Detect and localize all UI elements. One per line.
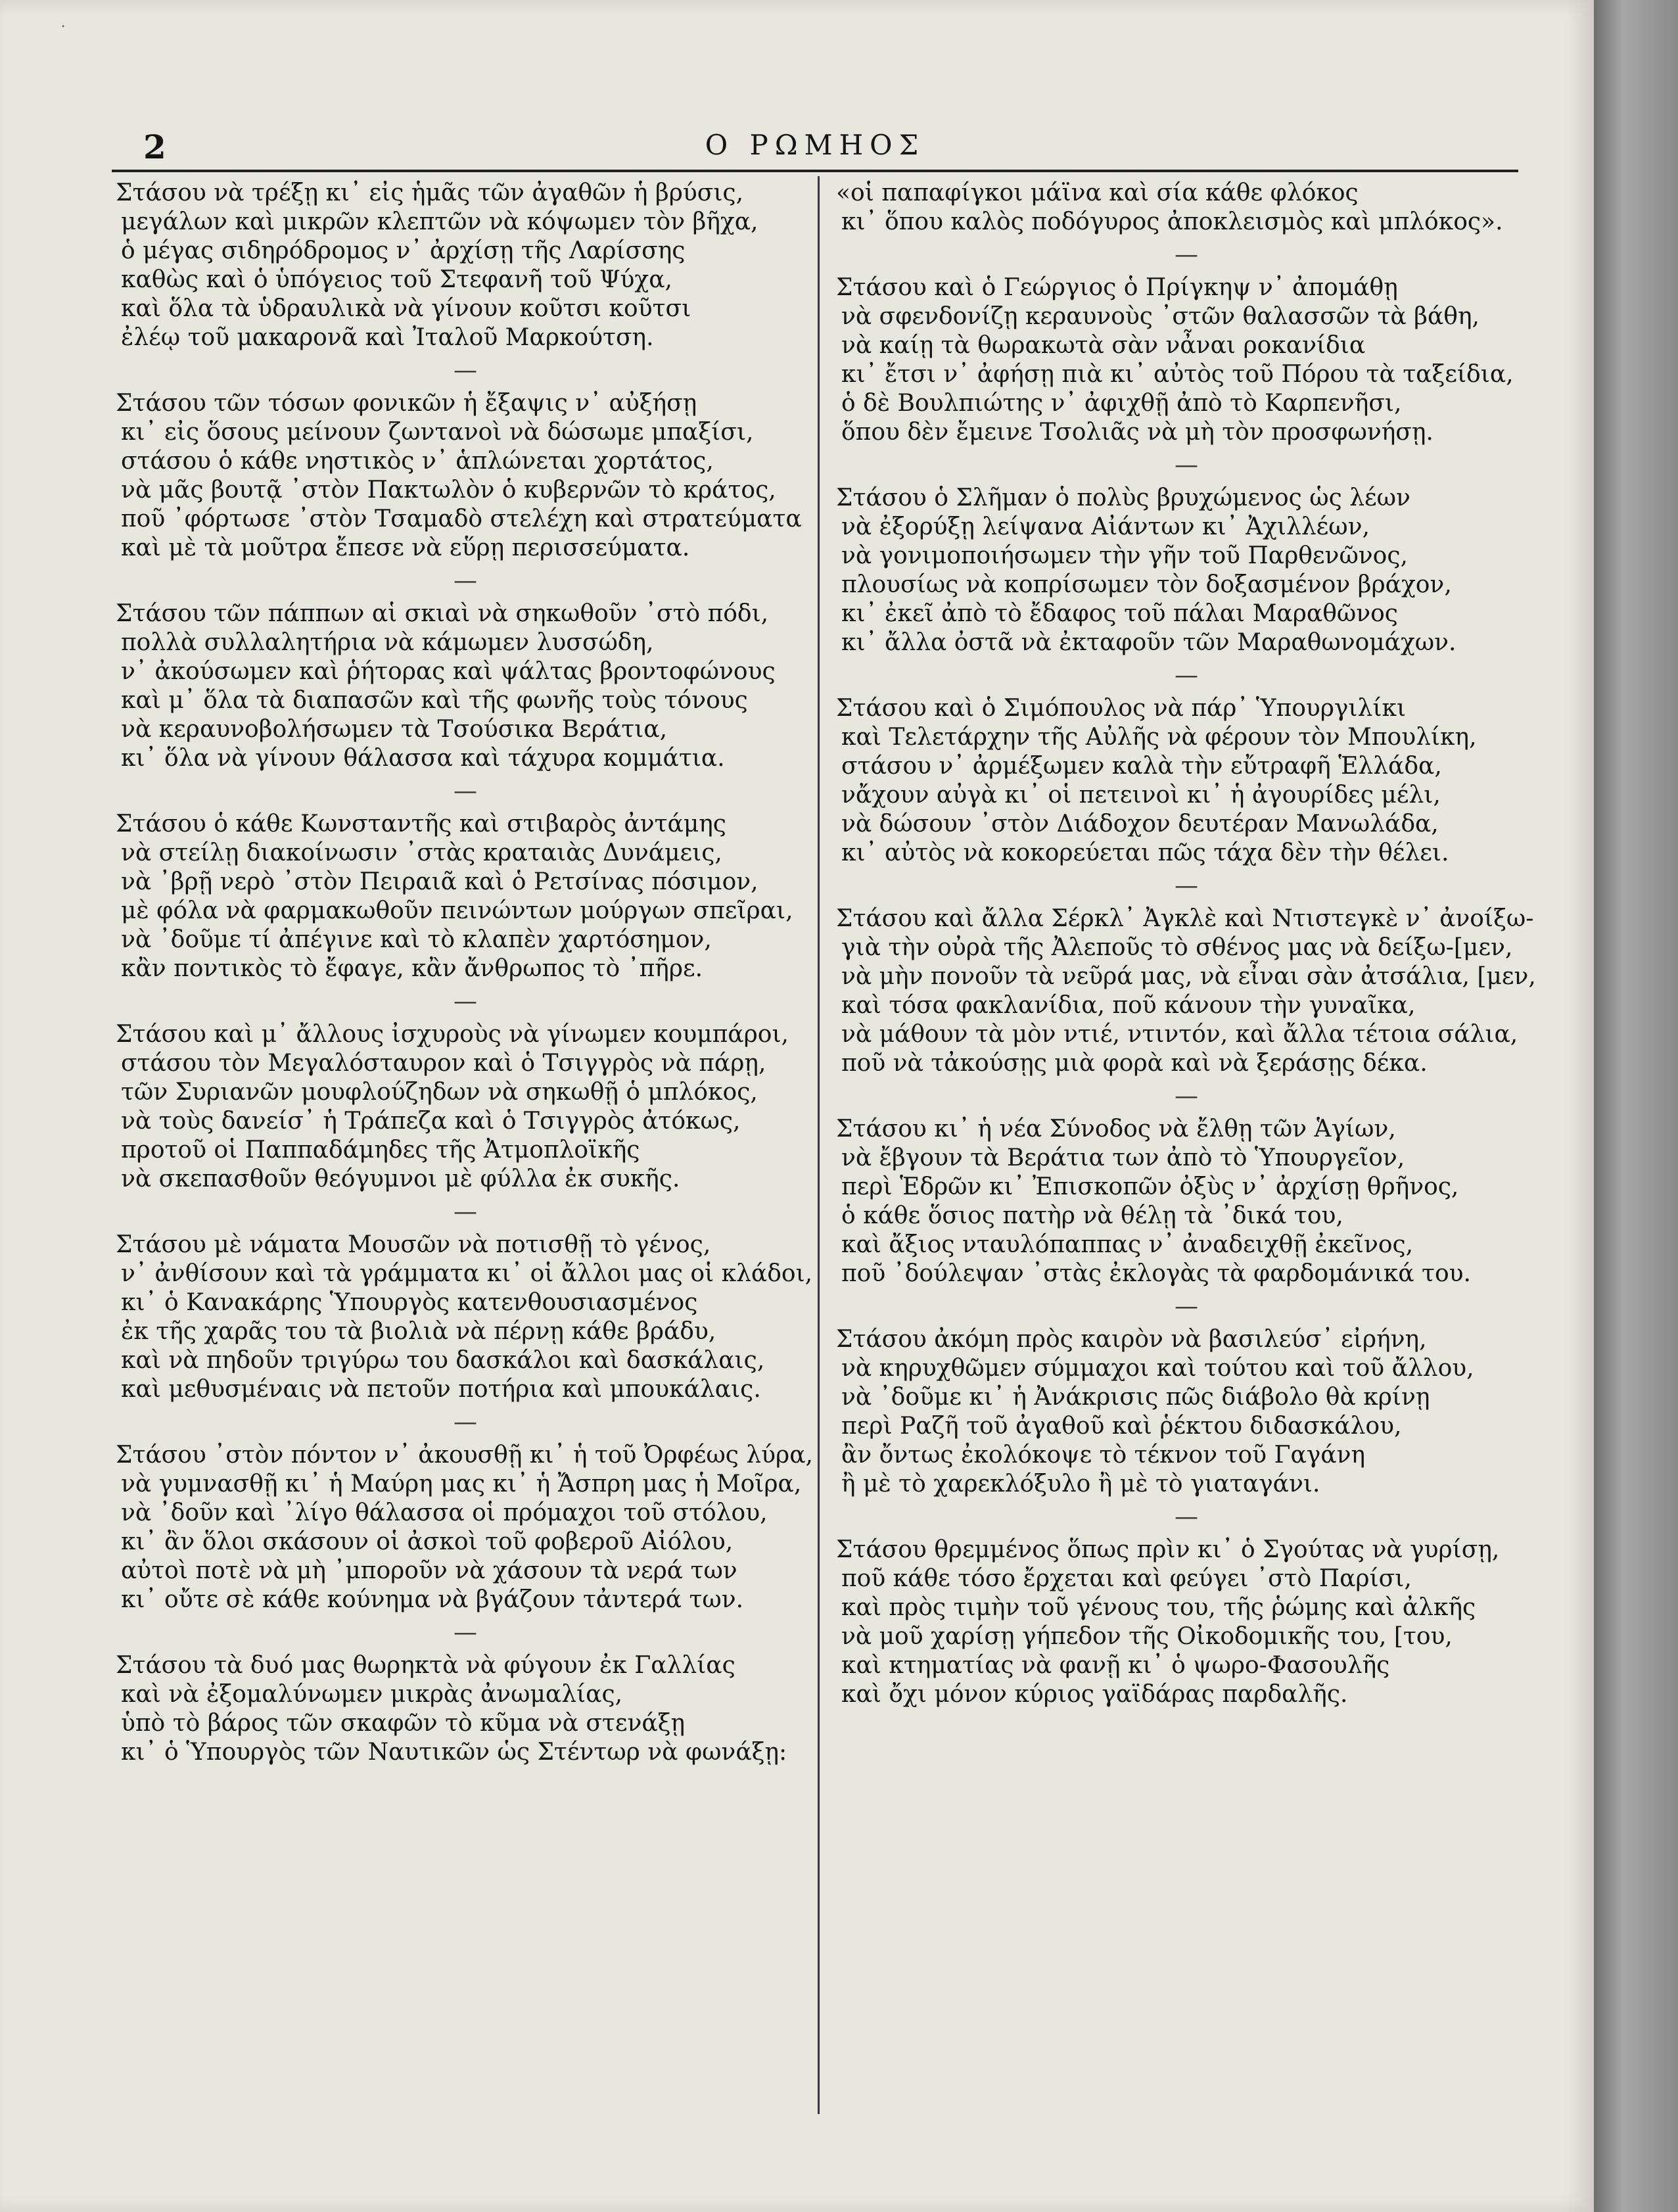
poem-line: ὁ μέγας σιδηρόδρομος ν᾽ ἀρχίσῃ τῆς Λαρίσσης (121, 237, 686, 264)
poem-line: νὰ ᾽βρῇ νερὸ ᾽στὸν Πειραιᾶ καὶ ὁ Ρετσίνας πόσιμον, (121, 868, 758, 895)
poem-line: ὑπὸ τὸ βάρος τῶν σκαφῶν τὸ κῦμα νὰ στενάξῃ (121, 1710, 686, 1737)
stanza (836, 484, 1537, 657)
poem-line: καὶ κτηματίας νὰ φανῇ κι᾽ ὁ ψωρο-Φασουλῆς (841, 1652, 1390, 1679)
stanza-separator: — (1175, 872, 1198, 899)
poem-line: στάσου ν᾽ ἀρμέξωμεν καλὰ τὴν εὔτραφῆ Ἑλλάδα, (841, 753, 1442, 780)
left-column (116, 179, 815, 1793)
poem-line: κι᾽ ἔτσι ν᾽ ἀφήσῃ πιὰ κι᾽ αὐτὸς τοῦ Πόρου τὰ ταξείδια, (841, 361, 1514, 388)
poem-line: κι᾽ εἰς ὅσους μείνουν ζωντανοὶ νὰ δώσωμε μπαξίσι, (121, 419, 754, 446)
poem-line: ποῦ ᾽δούλεψαν ᾽στὰς ἐκλογὰς τὰ φαρδομάνικά του. (841, 1260, 1471, 1287)
stanza (116, 600, 815, 773)
poem-line: πλουσίως νὰ κοπρίσωμεν τὸν δοξασμένον βράχον, (841, 571, 1452, 598)
poem-line: ἐκ τῆς χαρᾶς του τὰ βιολιὰ νὰ πέρνῃ κάθε βράδυ, (121, 1318, 716, 1345)
poem-line: αὐτοὶ ποτὲ νὰ μὴ ᾽μποροῦν νὰ χάσουν τὰ νερά των (121, 1557, 737, 1584)
poem-line: νὰ μᾶς βουτᾷ ᾽στὸν Πακτωλὸν ὁ κυβερνῶν τὸ κράτος, (121, 477, 776, 504)
page-header (112, 125, 1518, 172)
poem-line: κι᾽ ἂν ὅλοι σκάσουν οἱ ἀσκοὶ τοῦ φοβεροῦ Αἰόλου, (121, 1528, 734, 1555)
poem-line: καὶ μ᾽ ὅλα τὰ διαπασῶν καὶ τῆς φωνῆς τοὺς τόνους (121, 687, 748, 714)
poem-line: ν᾽ ἀνθίσουν καὶ τὰ γράμματα κι᾽ οἱ ἄλλοι μας οἱ κλάδοι, (121, 1260, 813, 1287)
stanza (836, 1115, 1537, 1288)
stanza (836, 1536, 1537, 1709)
stanza (116, 810, 815, 983)
page-edge-shadow (1594, 0, 1678, 2212)
poem-line: νἄχουν αὐγὰ κι᾽ οἱ πετεινοὶ κι᾽ ἡ ἀγουρίδες μέλι, (841, 782, 1441, 809)
poem-line: ν᾽ ἀκούσωμεν καὶ ῥήτορας καὶ ψάλτας βροντοφώνους (121, 658, 776, 685)
poem-line: νὰ σκεπασθοῦν θεόγυμνοι μὲ φύλλα ἐκ συκῆς. (121, 1165, 680, 1192)
poem-line: καὶ μὲ τὰ μοῦτρα ἔπεσε νὰ εὕρῃ περισσεύματα. (121, 534, 690, 561)
poem-line: ἐλέῳ τοῦ μακαρονᾶ καὶ Ἰταλοῦ Μαρκούτση. (121, 324, 654, 351)
poem-line: νὰ μάθουν τὰ μὸν ντιέ, ντιντόν, καὶ ἄλλα τέτοια σάλια, (841, 1021, 1518, 1048)
stanza (116, 1020, 815, 1194)
stanza (836, 694, 1537, 868)
poem-line: ποῦ νὰ τἀκούσῃς μιὰ φορὰ καὶ νὰ ξεράσῃς δέκα. (841, 1050, 1428, 1077)
poem-line: Στάσου νὰ τρέξῃ κι᾽ εἰς ἡμᾶς τῶν ἀγαθῶν ἡ βρύσις, (116, 179, 744, 206)
poem-line: περὶ Ἑδρῶν κι᾽ Ἐπισκοπῶν ὀξὺς ν᾽ ἀρχίσῃ θρῆνος, (841, 1173, 1459, 1200)
poem-line: κι᾽ ὁ Ὑπουργὸς τῶν Ναυτικῶν ὡς Στέντωρ νὰ φωνάξῃ: (121, 1739, 787, 1766)
poem-line: Στάσου τῶν πάππων αἱ σκιαὶ νὰ σηκωθοῦν ᾽στὸ πόδι, (116, 600, 769, 627)
poem-line: ποῦ κάθε τόσο ἔρχεται καὶ φεύγει ᾽στὸ Παρίσι, (841, 1565, 1412, 1592)
poem-line: νὰ δώσουν ᾽στὸν Διάδοχον δευτέραν Μανωλάδα, (841, 811, 1439, 837)
stanza-separator: — (454, 1619, 477, 1646)
poem-line: ὁ δὲ Βουλπιώτης ν᾽ ἀφιχθῇ ἀπὸ τὸ Καρπενῆσι, (841, 390, 1402, 417)
poem-line: νὰ τοὺς δανείσ᾽ ἡ Τράπεζα καὶ ὁ Τσιγγρὸς ἀτόκως, (121, 1108, 741, 1135)
poem-line: Στάσου τῶν τόσων φονικῶν ἡ ἔξαψις ν᾽ αὐξήσῃ (116, 390, 697, 417)
stanza-separator: — (1175, 1293, 1198, 1320)
column-divider (818, 176, 820, 2114)
poem-line: καὶ ἄξιος νταυλόπαππας ν᾽ ἀναδειχθῇ ἐκεῖνος, (841, 1231, 1414, 1258)
poem-line: καὶ Τελετάρχην τῆς Αὐλῆς νὰ φέρουν τὸν Μπουλίκη, (841, 724, 1477, 751)
stanza (116, 1441, 815, 1614)
poem-line: πολλὰ συλλαλητήρια νὰ κάμωμεν λυσσώδη, (121, 629, 654, 656)
poem-line: καὶ ὄχι μόνον κύριος γαϊδάρας παρδαλῆς. (841, 1681, 1348, 1708)
stanza (836, 1325, 1537, 1499)
stanza (116, 179, 815, 352)
poem-line: ὅπου δὲν ἔμεινε Τσολιᾶς νὰ μὴ τὸν προσφωνήσῃ. (841, 419, 1433, 446)
poem-line: καθὼς καὶ ὁ ὑπόγειος τοῦ Στεφανῆ τοῦ Ψύχα, (121, 266, 673, 293)
poem-line: κι᾽ ὁ Κανακάρης Ὑπουργὸς κατενθουσιασμένος (121, 1289, 698, 1316)
stanza (836, 179, 1537, 237)
poem-line: Στάσου καὶ μ᾽ ἄλλους ἰσχυροὺς νὰ γίνωμεν κουμπάροι, (116, 1021, 789, 1048)
stanza-separator: — (1175, 452, 1198, 479)
poem-line: Στάσου τὰ δυό μας θωρηκτὰ νὰ φύγουν ἐκ Γαλλίας (116, 1652, 735, 1679)
poem-line: νὰ μὴν πονοῦν τὰ νεῦρά μας, νὰ εἶναι σὰν ἀτσάλια, [μεν, (841, 963, 1536, 990)
poem-line: καὶ νὰ ἐξομαλύνωμεν μικρὰς ἀνωμαλίας, (121, 1681, 623, 1708)
poem-line: κι᾽ αὐτὸς νὰ κοκορεύεται πῶς τάχα δὲν τὴν θέλει. (841, 839, 1449, 866)
masthead-title: Ο ΡΩΜΗΟΣ (705, 129, 925, 161)
speck: · (60, 17, 66, 37)
poem-line: κι᾽ οὔτε σὲ κάθε κούνημα νὰ βγάζουν τἀντερά των. (121, 1586, 744, 1613)
poem-line: μεγάλων καὶ μικρῶν κλεπτῶν νὰ κόψωμεν τὸν βῆχα, (121, 208, 758, 235)
stanza-separator: — (1175, 1503, 1198, 1530)
poem-line: Στάσου ὁ Σλῆμαν ὁ πολὺς βρυχώμενος ὡς λέων (836, 484, 1410, 511)
poem-line: στάσου τὸν Μεγαλόσταυρον καὶ ὁ Τσιγγρὸς νὰ πάρῃ, (121, 1050, 766, 1077)
poem-line: ὁ κάθε ὅσιος πατὴρ νὰ θέλῃ τὰ ᾽δικά του, (841, 1202, 1343, 1229)
poem-line: στάσου ὁ κάθε νηστικὸς ν᾽ ἁπλώνεται χορτάτος, (121, 448, 714, 475)
poem-line: περὶ Ραζῆ τοῦ ἀγαθοῦ καὶ ῥέκτου διδασκάλου, (841, 1413, 1402, 1440)
poem-line: νὰ γονιμοποιήσωμεν τὴν γῆν τοῦ Παρθενῶνος, (841, 542, 1408, 569)
stanza (116, 389, 815, 563)
poem-line: νὰ ᾽δοῦν καὶ ᾽λίγο θάλασσα οἱ πρόμαχοι τοῦ στόλου, (121, 1499, 768, 1526)
poem-line: Στάσου καὶ ὁ Σιμόπουλος νὰ πάρ᾽ Ὑπουργιλίκι (836, 695, 1407, 722)
poem-line: γιὰ τὴν οὐρὰ τῆς Ἀλεποῦς τὸ σθένος μας νὰ δείξω-[μεν, (841, 934, 1513, 961)
poem-line: νὰ κεραυνοβολήσωμεν τὰ Τσούσικα Βεράτια, (121, 716, 668, 743)
stanza-separator: — (454, 357, 477, 384)
poem-line: τῶν Συριανῶν μουφλούζηδων νὰ σηκωθῇ ὁ μπλόκος, (121, 1079, 758, 1106)
poem-line: ἂν ὄντως ἐκολόκοψε τὸ τέκνον τοῦ Γαγάνη (841, 1442, 1366, 1469)
poem-line: Στάσου ὁ κάθε Κωνσταντῆς καὶ στιβαρὸς ἀντάμης (116, 811, 726, 837)
poem-line: νὰ ᾽δοῦμε τί ἀπέγινε καὶ τὸ κλαπὲν χαρτόσημον, (121, 926, 712, 953)
poem-line: Στάσου κι᾽ ἡ νέα Σύνοδος νὰ ἔλθῃ τῶν Ἁγίων, (836, 1116, 1396, 1142)
poem-line: νὰ γυμνασθῇ κι᾽ ἡ Μαύρη μας κι᾽ ἡ Ἄσπρη μας ἡ Μοῖρα, (121, 1471, 802, 1497)
poem-line: νὰ στείλῃ διακοίνωσιν ᾽στὰς κραταιὰς Δυνάμεις, (121, 839, 722, 866)
poem-line: κι᾽ ἄλλα ὀστᾶ νὰ ἐκταφοῦν τῶν Μαραθωνομάχων. (841, 629, 1457, 656)
poem-line: ἢ μὲ τὸ χαρεκλόξυλο ἢ μὲ τὸ γιαταγάνι. (841, 1471, 1320, 1497)
right-column (836, 179, 1537, 1735)
stanza-separator: — (454, 1198, 477, 1225)
stanza (836, 273, 1537, 447)
poem-line: κι᾽ ἐκεῖ ἀπὸ τὸ ἔδαφος τοῦ πάλαι Μαραθῶνος (841, 600, 1398, 627)
poem-line: «οἱ παπαφίγκοι μάϊνα καὶ σία κάθε φλόκος (836, 179, 1359, 206)
stanza (116, 1231, 815, 1404)
poem-line: καὶ μεθυσμέναις νὰ πετοῦν ποτήρια καὶ μπουκάλαις. (121, 1376, 761, 1403)
poem-line: νὰ ἔβγουν τὰ Βεράτια των ἀπὸ τὸ Ὑπουργεῖον, (841, 1144, 1405, 1171)
poem-line: νὰ κηρυχθῶμεν σύμμαχοι καὶ τούτου καὶ τοῦ ἄλλου, (841, 1355, 1474, 1382)
poem-line: μὲ φόλα νὰ φαρμακωθοῦν πεινώντων μούργων σπεῖραι, (121, 897, 793, 924)
poem-line: νὰ ἐξορύξῃ λείψανα Αἰάντων κι᾽ Ἀχιλλέων, (841, 513, 1370, 540)
stanza-separator: — (1175, 1083, 1198, 1110)
stanza-separator: — (454, 1409, 477, 1436)
stanza (116, 1651, 815, 1767)
stanza-separator: — (454, 778, 477, 805)
stanza-separator: — (454, 988, 477, 1015)
poem-line: καὶ πρὸς τιμὴν τοῦ γένους του, τῆς ῥώμης καὶ ἀλκῆς (841, 1594, 1476, 1621)
stanza-separator: — (1175, 241, 1198, 268)
poem-line: προτοῦ οἱ Παππαδάμηδες τῆς Ἀτμοπλοϊκῆς (121, 1137, 640, 1164)
poem-line: Στάσου καὶ ὁ Γεώργιος ὁ Πρίγκηψ ν᾽ ἀπομάθῃ (836, 274, 1398, 301)
poem-line: καὶ νὰ πηδοῦν τριγύρω του δασκάλοι καὶ δασκάλαις, (121, 1347, 765, 1374)
poem-line: ποῦ ᾽φόρτωσε ᾽στὸν Τσαμαδὸ στελέχη καὶ στρατεύματα (121, 506, 802, 532)
poem-line: νὰ ᾽δοῦμε κι᾽ ἡ Ἀνάκρισις πῶς διάβολο θὰ κρίνῃ (841, 1384, 1430, 1411)
poem-line: καὶ ὅλα τὰ ὑδραυλικὰ νὰ γίνουν κοῦτσι κοῦτσι (121, 295, 691, 322)
poem-line: κι᾽ ὅπου καλὸς ποδόγυρος ἀποκλεισμὸς καὶ μπλόκος». (841, 208, 1503, 235)
poem-line: Στάσου θρεμμένος ὅπως πρὶν κι᾽ ὁ Σγούτας νὰ γυρίσῃ, (836, 1536, 1500, 1563)
poem-line: Στάσου μὲ νάματα Μουσῶν νὰ ποτισθῇ τὸ γένος, (116, 1231, 711, 1258)
poem-line: κἂν ποντικὸς τὸ ἔφαγε, κἂν ἄνθρωπος τὸ ᾽πῆρε. (121, 955, 703, 982)
page-number: 2 (143, 128, 166, 166)
poem-line: Στάσου ᾽στὸν πόντον ν᾽ ἀκουσθῇ κι᾽ ἡ τοῦ Ὀρφέως λύρα, (116, 1442, 813, 1469)
poem-line: καὶ τόσα φακλανίδια, ποῦ κάνουν τὴν γυναῖκα, (841, 992, 1416, 1019)
stanza-separator: — (1175, 662, 1198, 689)
poem-line: Στάσου ἀκόμη πρὸς καιρὸν νὰ βασιλεύσ᾽ εἰρήνη, (836, 1326, 1427, 1353)
stanza (836, 905, 1537, 1078)
poem-line: νὰ καίῃ τὰ θωρακωτὰ σὰν νἆναι ροκανίδια (841, 332, 1366, 359)
poem-line: κι᾽ ὅλα νὰ γίνουν θάλασσα καὶ τάχυρα κομμάτια. (121, 745, 725, 772)
poem-line: νὰ σφενδονίζῃ κεραυνοὺς ᾽στῶν θαλασσῶν τὰ βάθη, (841, 303, 1480, 330)
poem-line: νὰ μοῦ χαρίσῃ γήπεδον τῆς Οἰκοδομικῆς του, [του, (841, 1623, 1453, 1650)
stanza-separator: — (454, 567, 477, 594)
poem-line: Στάσου καὶ ἄλλα Σέρκλ᾽ Ἀγκλὲ καὶ Ντιστεγκὲ ν᾽ ἀνοίξω- (836, 905, 1534, 932)
